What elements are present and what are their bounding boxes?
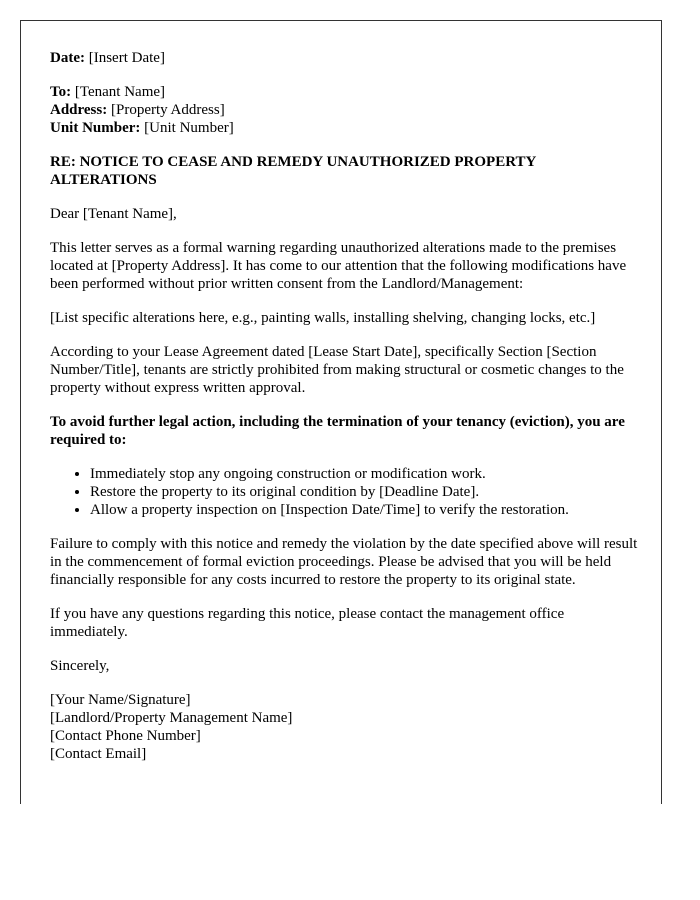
signature-block: [Your Name/Signature] [Landlord/Property Management Name] [Contact Phone Number] [Contact Email] [50,692,293,762]
recipient-block: To: [Tenant Name] Address: [Property Address] Unit Number: [Unit Number] [50,84,234,136]
date-line: Date: [Insert Date] [50,50,165,66]
paragraph-lease: According to your Lease Agreement dated [Lease Start Date], specifically Section [Section Number/Title], tenants are strictly prohibited from making structural or cosmetic changes to the property without express written approval. [50,344,624,396]
paragraph-consequences: Failure to comply with this notice and remedy the violation by the date specified above will result in the commencement of formal eviction proceedings. Please be advised that you will be held financially responsible for any costs incurred to restore the property to its original state. [50,536,638,588]
list-item: • Allow a property inspection on [Inspection Date/Time] to verify the restoration. [90,501,640,519]
subject-line: RE: NOTICE TO CEASE AND REMEDY UNAUTHORIZED PROPERTY ALTERATIONS [50,154,536,188]
paragraph-contact: If you have any questions regarding this notice, please contact the management office immediately. [50,606,565,640]
requirements-list [50,465,640,519]
letter-page [20,20,662,804]
list-item: • Immediately stop any ongoing construction or modification work. [90,465,640,483]
list-item: • Restore the property to its original condition by [Deadline Date]. [90,483,640,501]
paragraph-intro: This letter serves as a formal warning regarding unauthorized alterations made to the premises located at [Property Address]. It has come to our attention that the following modifications have been performed without prior written consent from the Landlord/Management: [50,240,627,292]
requirement-heading: To avoid further legal action, including the termination of your tenancy (eviction), you are required to: [50,414,625,448]
paragraph-alterations: [List specific alterations here, e.g., painting walls, installing shelving, changing locks, etc.] [50,310,596,326]
closing: Sincerely, [50,658,110,674]
salutation: Dear [Tenant Name], [50,206,177,222]
